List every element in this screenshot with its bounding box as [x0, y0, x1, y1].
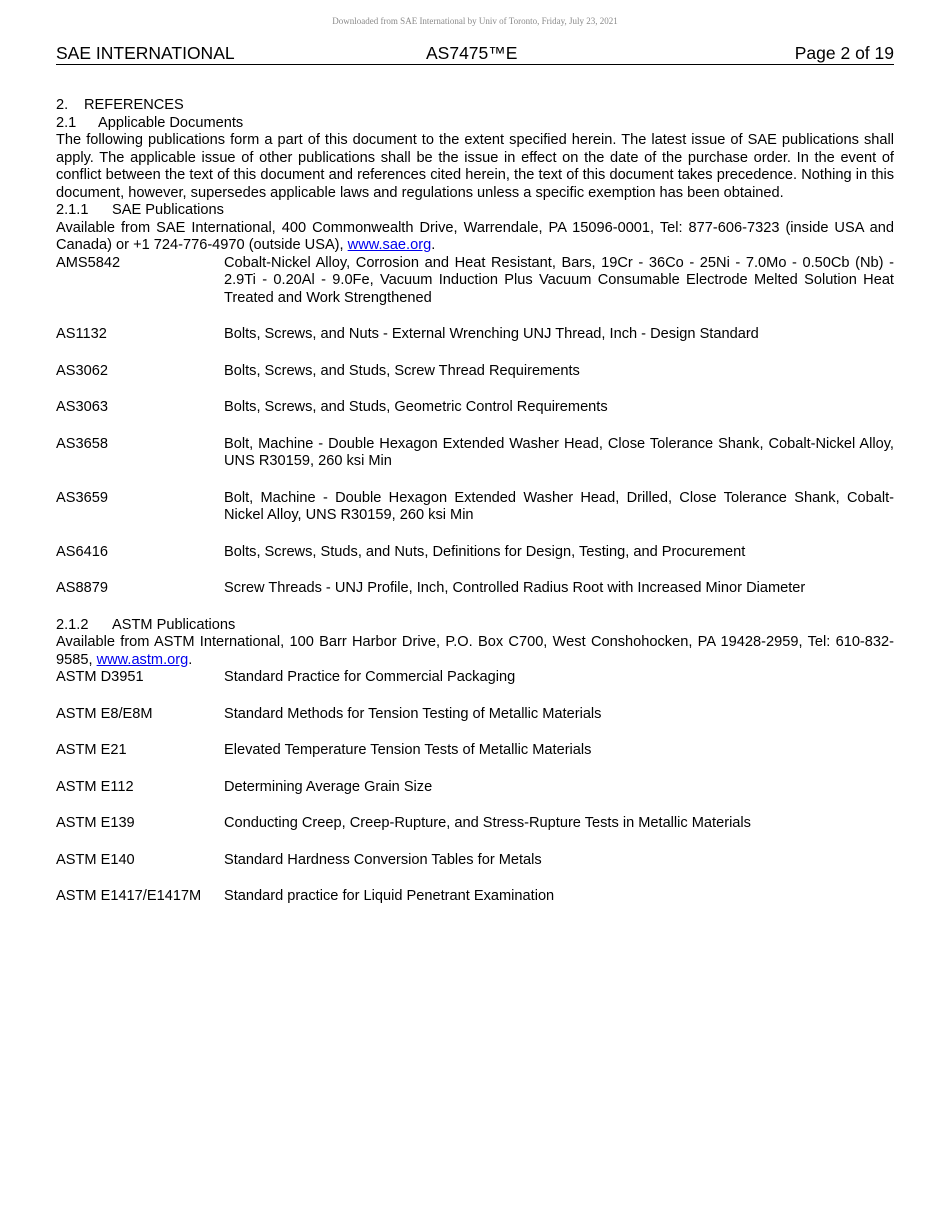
- subsection-title: ASTM Publications: [112, 616, 236, 633]
- reference-code: AS6416: [56, 543, 108, 560]
- header-doc-id: AS7475™E: [426, 43, 518, 63]
- reference-entry: [56, 706, 894, 724]
- reference-code: ASTM E21: [56, 742, 127, 758]
- sae-reference-list: [56, 255, 894, 598]
- subsection-heading-astm-publications: [56, 617, 894, 635]
- page-header: [56, 43, 894, 65]
- reference-title: Standard Hardness Conversion Tables for Metals: [224, 851, 542, 868]
- reference-entry: [56, 580, 894, 598]
- reference-entry: [56, 888, 894, 906]
- document-body: [56, 97, 894, 925]
- subsection-title: Applicable Documents: [98, 114, 244, 131]
- download-watermark: Downloaded from SAE International by Univ of Toronto, Friday, July 23, 2021: [332, 16, 618, 26]
- reference-entry: [56, 363, 894, 381]
- reference-title: Standard practice for Liquid Penetrant Examination: [224, 888, 555, 904]
- reference-entry: [56, 436, 894, 471]
- reference-title: Elevated Temperature Tension Tests of Metallic Materials: [224, 742, 592, 758]
- subsection-heading-applicable-documents: [56, 115, 894, 133]
- reference-title: Bolts, Screws, and Studs, Screw Thread Requirements: [224, 362, 580, 379]
- reference-title: Cobalt-Nickel Alloy, Corrosion and Heat Resistant, Bars, 19Cr - 36Co - 25Ni - 7.0Mo - 0.50Cb (Nb) - 2.9Ti - 0.20Al - 9.0Fe, Vacuum Induction Plus Vacuum Consumable Electrode Melted Solution Heat Treated and Work Strengthened: [224, 254, 894, 306]
- subsection-heading-sae-publications: [56, 202, 894, 220]
- subsection-number: 2.1.2: [56, 616, 89, 633]
- reference-title: Bolt, Machine - Double Hexagon Extended Washer Head, Close Tolerance Shank, Cobalt-Nickel Alloy, UNS R30159, 260 ksi Min: [224, 435, 894, 469]
- reference-code: ASTM E1417/E1417M: [56, 888, 202, 904]
- reference-title: Standard Practice for Commercial Packaging: [224, 669, 516, 685]
- reference-code: AS3062: [56, 362, 108, 379]
- reference-title: Standard Methods for Tension Testing of Metallic Materials: [224, 705, 602, 722]
- section-heading-references: [56, 97, 894, 115]
- subsection-number: 2.1.1: [56, 202, 89, 218]
- reference-entry: [56, 742, 894, 760]
- sae-availability-suffix: .: [431, 237, 436, 253]
- reference-code: AS3658: [56, 435, 108, 452]
- applicable-documents-paragraph: The following publications form a part of this document to the extent specified herein. The latest issue of SAE publications shall apply. The applicable issue of other publications shall be the issue in effect on the date of the purchase order. In the event of conflict between the text of this document and references cited herein, the text of this document takes precedence. Nothing in this document, however, supersedes applicable laws and regulations unless a specific exemption has been obtained.: [56, 132, 894, 201]
- reference-code: AMS5842: [56, 254, 121, 271]
- reference-code: AS3063: [56, 399, 108, 415]
- reference-code: AS3659: [56, 489, 108, 506]
- reference-title: Determining Average Grain Size: [224, 778, 433, 795]
- reference-entry: [56, 255, 894, 308]
- reference-title: Bolt, Machine - Double Hexagon Extended Washer Head, Drilled, Close Tolerance Shank, Cobalt-Nickel Alloy, UNS R30159, 260 ksi Min: [224, 489, 894, 523]
- reference-title: Bolts, Screws, and Studs, Geometric Control Requirements: [224, 399, 608, 415]
- reference-code: ASTM E140: [56, 851, 135, 868]
- header-org: SAE INTERNATIONAL: [56, 43, 235, 63]
- reference-entry: [56, 326, 894, 344]
- reference-entry: [56, 399, 894, 417]
- sae-availability-text: Available from SAE International, 400 Commonwealth Drive, Warrendale, PA 15096-0001, Tel: 877-606-7323 (inside USA and Canada) or +1 724-776-4970 (outside USA),: [56, 219, 894, 253]
- header-page-number: Page 2 of 19: [794, 43, 894, 63]
- subsection-number: 2.1: [56, 114, 77, 131]
- reference-title: Conducting Creep, Creep-Rupture, and Stress-Rupture Tests in Metallic Materials: [224, 815, 751, 831]
- astm-availability-paragraph: [56, 634, 894, 669]
- reference-title: Bolts, Screws, and Nuts - External Wrenching UNJ Thread, Inch - Design Standard: [224, 326, 759, 342]
- astm-reference-list: [56, 669, 894, 906]
- reference-entry: [56, 490, 894, 525]
- sae-website-link[interactable]: www.sae.org: [347, 237, 432, 253]
- reference-entry: [56, 815, 894, 833]
- reference-entry: [56, 669, 894, 687]
- subsection-title: SAE Publications: [112, 202, 224, 218]
- reference-title: Screw Threads - UNJ Profile, Inch, Controlled Radius Root with Increased Minor Diameter: [224, 580, 806, 596]
- section-number: 2.: [56, 97, 69, 113]
- reference-entry: [56, 852, 894, 870]
- astm-website-link[interactable]: www.astm.org: [96, 651, 189, 668]
- sae-availability-paragraph: [56, 220, 894, 255]
- reference-code: ASTM D3951: [56, 669, 144, 685]
- reference-code: AS1132: [56, 326, 107, 342]
- reference-entry: [56, 779, 894, 797]
- reference-code: AS8879: [56, 580, 108, 596]
- reference-title: Bolts, Screws, Studs, and Nuts, Definitions for Design, Testing, and Procurement: [224, 543, 746, 560]
- reference-code: ASTM E139: [56, 815, 135, 831]
- astm-availability-suffix: .: [188, 651, 193, 668]
- section-title: REFERENCES: [84, 97, 184, 113]
- reference-code: ASTM E112: [56, 778, 134, 795]
- astm-availability-text: Available from ASTM International, 100 Barr Harbor Drive, P.O. Box C700, West Conshohocken, PA 19428-2959, Tel: 610-832-9585,: [56, 634, 894, 668]
- reference-entry: [56, 544, 894, 562]
- reference-code: ASTM E8/E8M: [56, 705, 153, 722]
